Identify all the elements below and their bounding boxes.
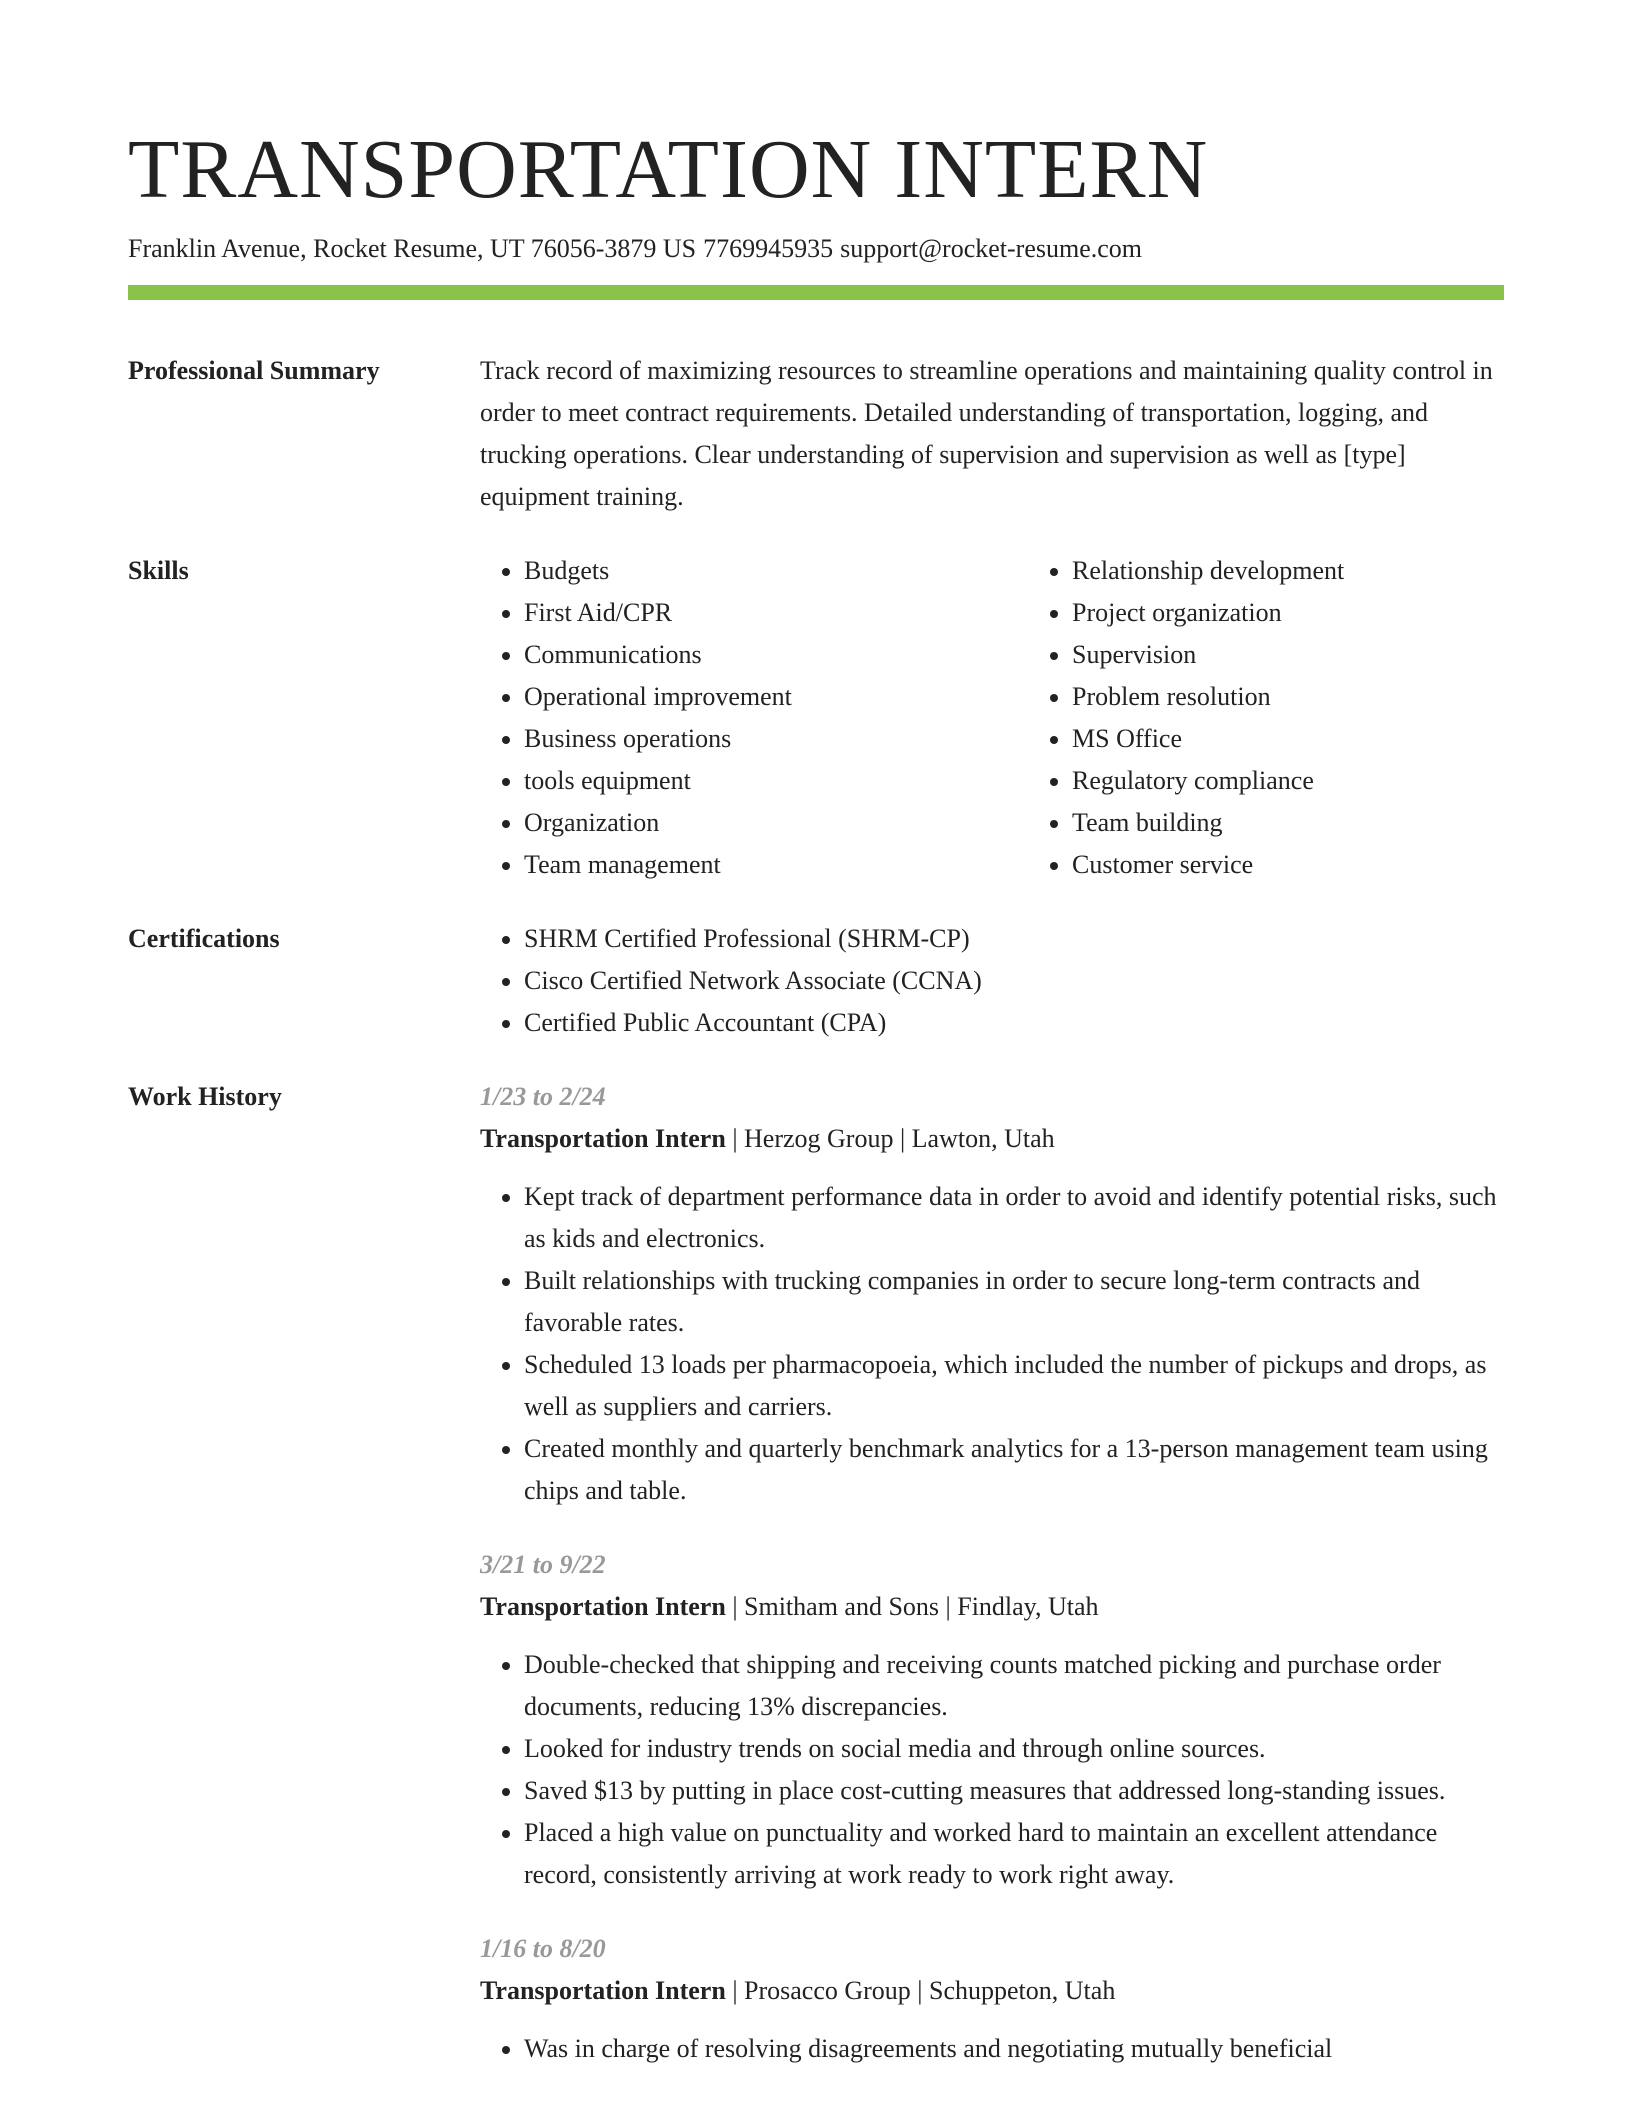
- certifications-label: Certifications: [128, 924, 280, 953]
- job-entry: [480, 1076, 1504, 1512]
- skill-item: • Communications: [524, 634, 1028, 676]
- certification-item: • Certified Public Accountant (CPA): [524, 1002, 1504, 1044]
- job-bullet: • Kept track of department performance data in order to avoid and identify potential risks, such as kids and electronics.: [524, 1176, 1504, 1260]
- job-details: | Herzog Group | Lawton, Utah: [725, 1124, 1055, 1153]
- skills-grid: [480, 550, 1576, 886]
- skill-item: • Business operations: [524, 718, 1028, 760]
- contact-line: [128, 232, 1504, 266]
- contact-address: Franklin Avenue, Rocket Resume, UT 76056-3879 US: [128, 234, 697, 263]
- job-entry: [480, 1544, 1504, 1896]
- summary-text: Track record of maximizing resources to streamline operations and maintaining quality control in order to meet contract requirements. Detailed understanding of transportation, logging, and trucking operations. Clear understanding of supervision and supervision as well as [type] equipment training.: [480, 356, 1493, 511]
- skill-item: • Problem resolution: [1072, 676, 1576, 718]
- contact-email: support@rocket-resume.com: [840, 234, 1143, 263]
- skill-item: • Organization: [524, 802, 1028, 844]
- skill-item: • Project organization: [1072, 592, 1576, 634]
- job-dates: 1/16 to 8/20: [480, 1934, 606, 1963]
- job-role: Transportation Intern: [480, 1592, 726, 1621]
- contact-phone: 7769945935: [703, 234, 834, 263]
- job-title-line: [480, 1970, 1504, 2012]
- skills-list-left: [480, 550, 1028, 886]
- skills-list-right: [1028, 550, 1576, 886]
- certifications-section: [128, 918, 1504, 1044]
- summary-section: [128, 350, 1504, 518]
- header-divider: [128, 285, 1504, 300]
- job-bullet: • Was in charge of resolving disagreements and negotiating mutually beneficial: [524, 2028, 1504, 2070]
- certification-item: • Cisco Certified Network Associate (CCNA): [524, 960, 1504, 1002]
- skills-section: [128, 550, 1504, 886]
- job-role: Transportation Intern: [480, 1124, 726, 1153]
- work-history-section: [128, 1076, 1504, 2070]
- job-details: | Prosacco Group | Schuppeton, Utah: [725, 1976, 1116, 2005]
- job-bullet: • Saved $13 by putting in place cost-cutting measures that addressed long-standing issues.: [524, 1770, 1504, 1812]
- job-bullet: • Created monthly and quarterly benchmark analytics for a 13-person management team using chips and table.: [524, 1428, 1504, 1512]
- resume-page: [128, 120, 1504, 2070]
- skill-item: • Supervision: [1072, 634, 1576, 676]
- certification-item: • SHRM Certified Professional (SHRM-CP): [524, 918, 1504, 960]
- candidate-name: TRANSPORTATION INTERN: [128, 123, 1209, 216]
- job-title-line: [480, 1118, 1504, 1160]
- skill-item: • Budgets: [524, 550, 1028, 592]
- certifications-list: [480, 918, 1504, 1044]
- job-dates: 3/21 to 9/22: [480, 1550, 606, 1579]
- job-bullet: • Scheduled 13 loads per pharmacopoeia, which included the number of pickups and drops, as well as suppliers and carriers.: [524, 1344, 1504, 1428]
- job-dates: 1/23 to 2/24: [480, 1082, 606, 1111]
- skill-item: • Relationship development: [1072, 550, 1576, 592]
- skills-label: Skills: [128, 556, 189, 585]
- skill-item: • MS Office: [1072, 718, 1576, 760]
- job-bullet: • Placed a high value on punctuality and worked hard to maintain an excellent attendance record, consistently arriving at work ready to work right away.: [524, 1812, 1504, 1896]
- job-bullets: [480, 1176, 1504, 1512]
- skill-item: • Operational improvement: [524, 676, 1028, 718]
- job-role: Transportation Intern: [480, 1976, 726, 2005]
- skill-item: • Customer service: [1072, 844, 1576, 886]
- skill-item: • Regulatory compliance: [1072, 760, 1576, 802]
- job-bullet: • Double-checked that shipping and receiving counts matched picking and purchase order documents, reducing 13% discrepancies.: [524, 1644, 1504, 1728]
- work-history-label: Work History: [128, 1082, 282, 1111]
- job-title-line: [480, 1586, 1504, 1628]
- job-bullets: [480, 2028, 1504, 2070]
- job-details: | Smitham and Sons | Findlay, Utah: [725, 1592, 1099, 1621]
- skill-item: • Team management: [524, 844, 1028, 886]
- job-bullets: [480, 1644, 1504, 1896]
- job-bullet: • Looked for industry trends on social media and through online sources.: [524, 1728, 1504, 1770]
- skill-item: • tools equipment: [524, 760, 1028, 802]
- summary-label: Professional Summary: [128, 356, 380, 385]
- job-entry: [480, 1928, 1504, 2070]
- job-bullet: • Built relationships with trucking companies in order to secure long-term contracts and favorable rates.: [524, 1260, 1504, 1344]
- skill-item: • Team building: [1072, 802, 1576, 844]
- skill-item: • First Aid/CPR: [524, 592, 1028, 634]
